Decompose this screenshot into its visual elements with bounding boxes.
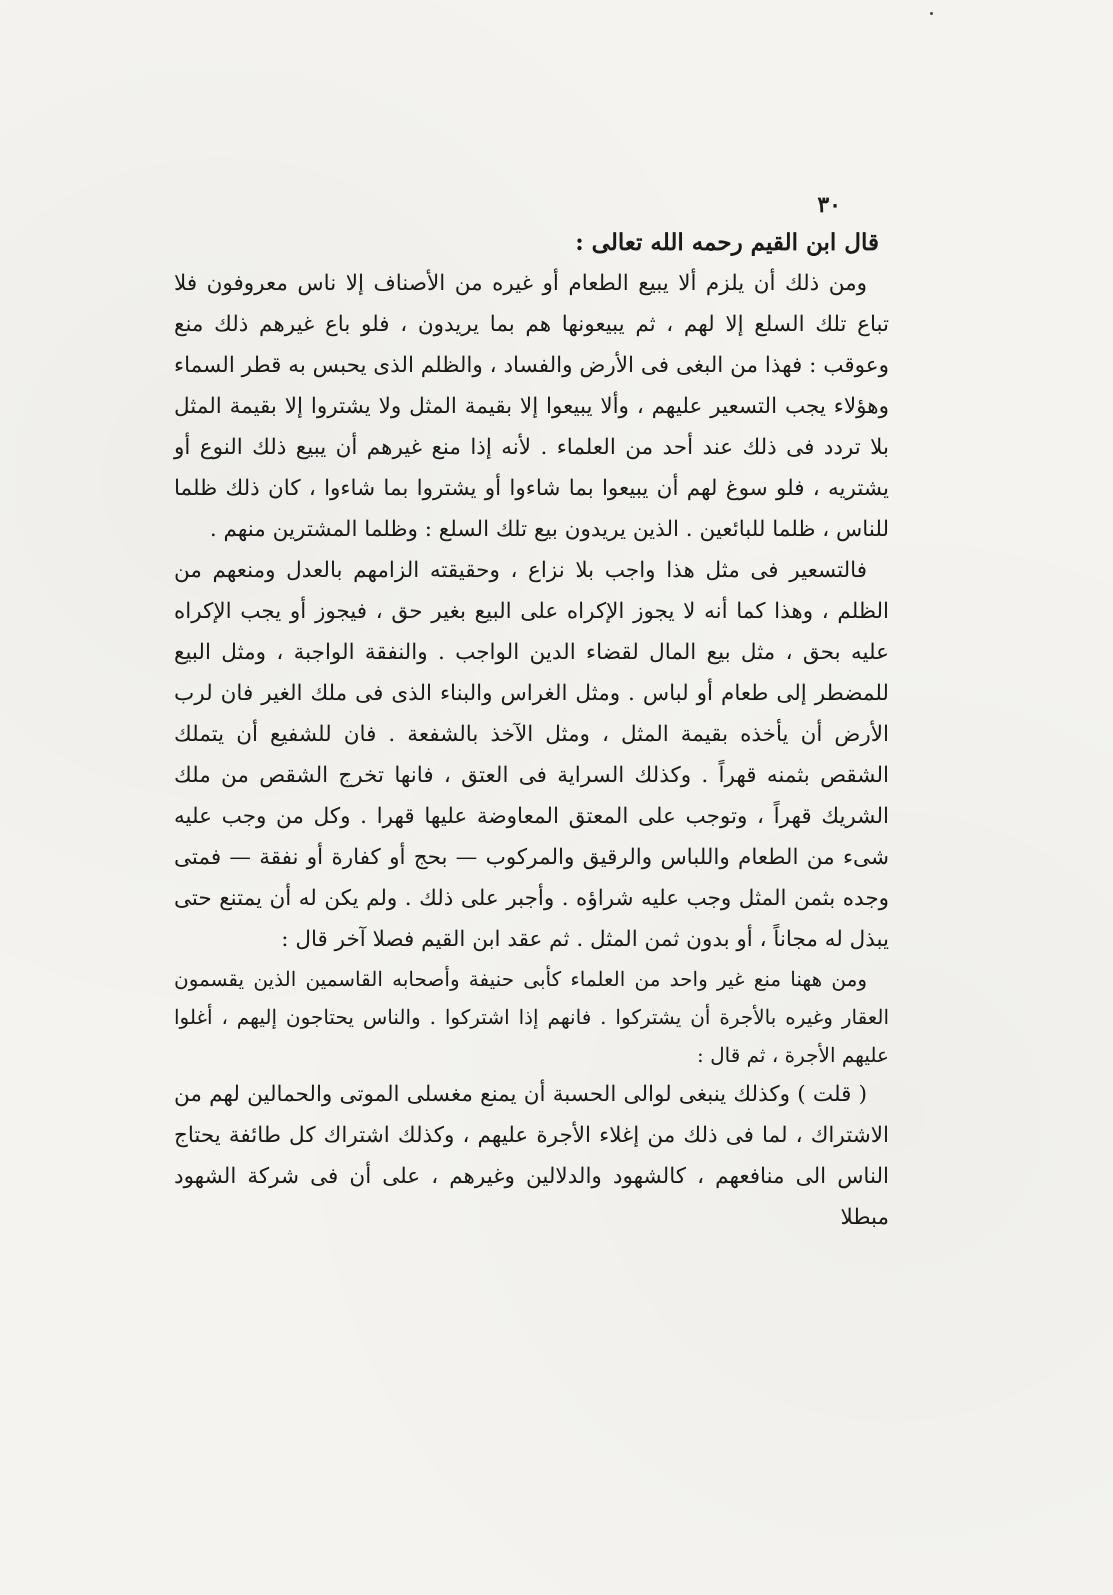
paragraph-2: فالتسعير فى مثل هذا واجب بلا نزاع ، وحقيقته الزامهم بالعدل ومنعهم من الظلم ، وهذا كما أنه لا يجوز الإكراه على البيع بغير حق ، فيجوز أو يجب الإكراه عليه بحق ، مثل بيع المال لقضاء الدين الواجب . والنفقة الواجبة ، ومثل البيع للمضطر إلى طعام أو لباس . ومثل الغراس والبناء الذى فى ملك الغير فان لرب الأرض أن يأخذه بقيمة المثل ، ومثل الآخذ بالشفعة . فان للشفيع أن يتملك الشقص بثمنه قهراً . وكذلك السراية فى العتق ، فانها تخرج الشقص من ملك الشريك قهراً ، وتوجب على المعتق المعاوضة عليها قهرا . وكل من وجب عليه شىء من الطعام واللباس والرقيق والمركوب — بحج أو كفارة أو نفقة — فمتى وجده بثمن المثل وجب عليه شراؤه . وأجبر على ذلك . ولم يكن له أن يمتنع حتى يبذل له مجاناً ، أو بدون ثمن المثل . ثم عقد ابن القيم فصلا آخر قال :: [174, 558, 889, 952]
section-heading: قال ابن القيم رحمه الله تعالى :: [575, 229, 879, 256]
page-number: ٣٠: [817, 192, 841, 218]
paragraph-1: ومن ذلك أن يلزم ألا يبيع الطعام أو غيره من الأصناف إلا ناس معروفون فلا تباع تلك السلع إلا لهم ، ثم يبيعونها هم بما يريدون ، فلو باع غيرهم ذلك منع وعوقب : فهذا من البغى فى الأرض والفساد ، والظلم الذى يحبس به قطر السماء وهؤلاء يجب التسعير عليهم ، وألا يبيعوا إلا بقيمة المثل ولا يشتروا إلا بقيمة المثل بلا تردد فى ذلك عند أحد من العلماء . لأنه إذا منع غيرهم أن يبيع ذلك النوع أو يشتريه ، فلو سوغ لهم أن يبيعوا بما شاءوا أو يشتروا بما شاءوا ، كان ذلك ظلما للناس ، ظلما للبائعين . الذين يريدون بيع تلك السلع : وظلما المشترين منهم .: [174, 271, 889, 542]
paragraph-3: ومن ههنا منع غير واحد من العلماء كأبى حنيفة وأصحابه القاسمين الذين يقسمون العقار وغيره بالأجرة أن يشتركوا . فانهم إذا اشتركوا . والناس يحتاجون إليهم ، أغلوا عليهم الأجرة ، ثم قال :: [174, 967, 889, 1067]
paragraph-4: ( قلت ) وكذلك ينبغى لوالى الحسبة أن يمنع مغسلى الموتى والحمالين لهم من الاشتراك ، لما فى ذلك من إغلاء الأجرة عليهم ، وكذلك اشتراك كل طائفة يحتاج الناس الى منافعهم ، كالشهود والدلالين وغيرهم ، على أن فى شركة الشهود مبطلا: [174, 1082, 889, 1230]
body-text: [174, 222, 889, 1238]
ink-speck: [930, 12, 933, 15]
